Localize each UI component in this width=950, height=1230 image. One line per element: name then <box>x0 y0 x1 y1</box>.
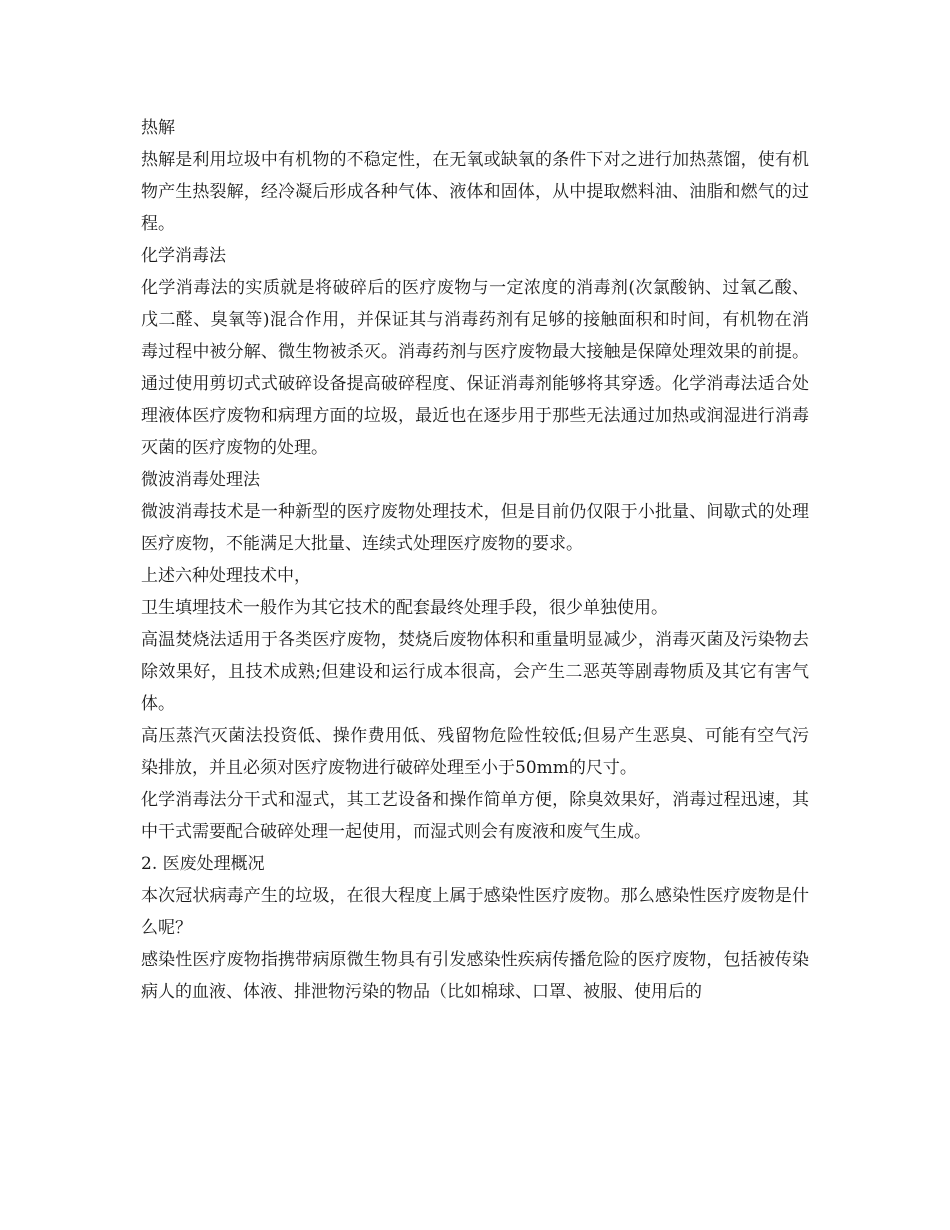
paragraph-steam-sterilization: 高压蒸汽灭菌法投资低、操作费用低、残留物危险性较低;但易产生恶臭、可能有空气污染排放，并且必须对医疗废物进行破碎处理至小于50mm的尺寸。 <box>141 726 809 778</box>
section-heading-pyrolysis: 热解 <box>141 118 175 138</box>
paragraph-microwave-disinfection: 微波消毒技术是一种新型的医疗废物处理技术，但是目前仍仅限于小批量、间歇式的处理医疗废物，不能满足大批量、连续式处理医疗废物的要求。 <box>141 502 809 554</box>
paragraph-infectious-waste-definition: 感染性医疗废物指携带病原微生物具有引发感染性疾病传播危险的医疗废物，包括被传染病人的血液、体液、排泄物污染的物品（比如棉球、口罩、被服、使用后的 <box>141 950 809 1002</box>
paragraph-chemical-disinfection: 化学消毒法的实质就是将破碎后的医疗废物与一定浓度的消毒剂(次氯酸钠、过氧乙酸、戊二醛、臭氧等)混合作用，并保证其与消毒药剂有足够的接触面积和时间，有机物在消毒过程中被分解、微生物被杀灭。消毒药剂与医疗废物最大接触是保障处理效果的前提。通过使用剪切式式破碎设备提高破碎程度、保证消毒剂能够将其穿透。化学消毒法适合处理液体医疗废物和病理方面的垃圾，最近也在逐步用于那些无法通过加热或润湿进行消毒灭菌的医疗废物的处理。 <box>141 278 809 458</box>
paragraph-sanitary-landfill: 卫生填埋技术一般作为其它技术的配套最终处理手段，很少单独使用。 <box>141 598 668 618</box>
paragraph-summary-intro: 上述六种处理技术中， <box>141 566 311 586</box>
section-heading-overview: 2. 医废处理概况 <box>141 854 265 874</box>
document-page <box>141 112 809 1008</box>
paragraph-incineration: 高温焚烧法适用于各类医疗废物，焚烧后废物体积和重量明显减少，消毒灭菌及污染物去除效果好，且技术成熟;但建设和运行成本很高，会产生二恶英等剧毒物质及其它有害气体。 <box>141 630 809 714</box>
paragraph-coronavirus-waste: 本次冠状病毒产生的垃圾，在很大程度上属于感染性医疗废物。那么感染性医疗废物是什么呢？ <box>141 886 809 938</box>
paragraph-pyrolysis: 热解是利用垃圾中有机物的不稳定性，在无氧或缺氧的条件下对之进行加热蒸馏，使有机物产生热裂解，经冷凝后形成各种气体、液体和固体，从中提取燃料油、油脂和燃气的过程。 <box>141 150 809 234</box>
paragraph-chemical-summary: 化学消毒法分干式和湿式，其工艺设备和操作简单方便，除臭效果好，消毒过程迅速，其中干式需要配合破碎处理一起使用，而湿式则会有废液和废气生成。 <box>141 790 809 842</box>
section-heading-microwave-disinfection: 微波消毒处理法 <box>141 470 260 490</box>
section-heading-chemical-disinfection: 化学消毒法 <box>141 246 226 266</box>
